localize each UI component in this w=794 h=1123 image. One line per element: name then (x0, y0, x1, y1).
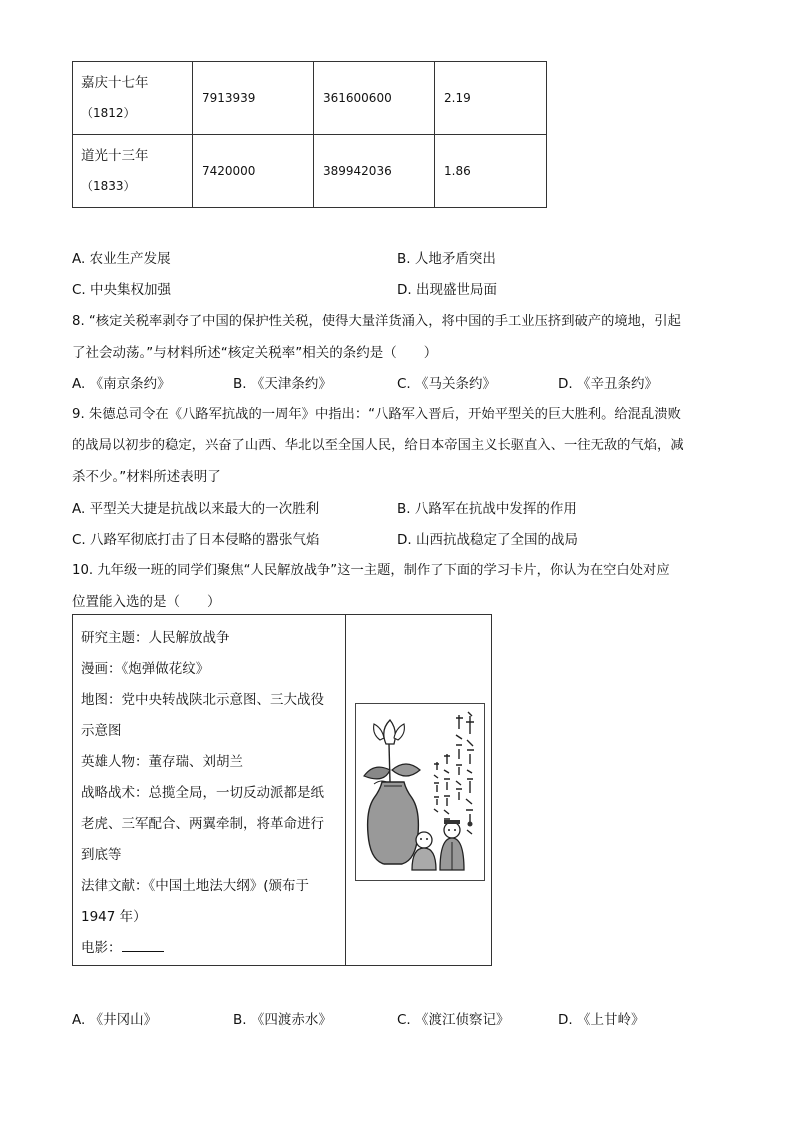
card-heroes: 英雄人物：董存瑞、刘胡兰 (81, 754, 243, 770)
card-cartoon: 漫画：《炮弹做花纹》 (81, 661, 210, 677)
era-label: 嘉庆十七年 (81, 75, 149, 91)
q9-option-b[interactable]: B. 八路军在抗战中发挥的作用 (397, 501, 577, 517)
card-map-line1: 地图：党中央转战陕北示意图、三大战役 (81, 692, 324, 708)
q8-option-b[interactable]: B. 《天津条约》 (233, 376, 332, 392)
q7-option-b[interactable]: B. 人地矛盾突出 (397, 251, 496, 267)
q9-stem-line3: 杀不少。”材料所述表明了 (72, 469, 221, 485)
card-film: 电影： (81, 940, 122, 956)
q10-option-a[interactable]: A. 《井冈山》 (72, 1012, 158, 1028)
q7-option-c[interactable]: C. 中央集权加强 (72, 282, 172, 298)
q7-option-d[interactable]: D. 出现盛世局面 (397, 282, 497, 298)
film-blank (122, 937, 164, 952)
card-strategy-line3: 到底等 (81, 847, 122, 863)
cartoon-illustration (356, 704, 484, 880)
table-cell-ratio: 1.86 (435, 135, 547, 208)
cartoon-image (355, 703, 485, 881)
card-law-line1: 法律文献：《中国土地法大纲》(颁布于 (81, 878, 310, 894)
table-cell-land: 7420000 (193, 135, 314, 208)
q9-stem-line1: 9. 朱德总司令在《八路军抗战的一周年》中指出：“八路军入晋后，开始平型关的巨大胜利。给混乱溃败 (72, 407, 681, 422)
table-cell-population: 361600600 (314, 62, 435, 135)
card-divider (345, 615, 346, 965)
card-text (81, 623, 341, 964)
data-table (72, 61, 547, 208)
era-label: 道光十三年 (81, 148, 149, 164)
q8-option-d[interactable]: D. 《辛丑条约》 (558, 376, 658, 392)
card-law-line2: 1947 年） (81, 909, 147, 925)
q9-stem-line2: 的战局以初步的稳定，兴奋了山西、华北以至全国人民，给日本帝国主义长驱直入、一往无敌的气焰，减 (72, 438, 684, 453)
year-label: （1812） (81, 106, 136, 120)
q10-option-c[interactable]: C. 《渡江侦察记》 (397, 1012, 510, 1028)
table-cell-land: 7913939 (193, 62, 314, 135)
card-strategy-line2: 老虎、三军配合、两翼牵制，将革命进行 (81, 816, 324, 832)
study-card (72, 614, 492, 966)
q10-option-d[interactable]: D. 《上甘岭》 (558, 1012, 645, 1028)
year-label: （1833） (81, 179, 136, 193)
q9-option-a[interactable]: A. 平型关大捷是抗战以来最大的一次胜利 (72, 501, 320, 517)
q7-option-a[interactable]: A. 农业生产发展 (72, 251, 171, 267)
q8-stem-line2: 了社会动荡。”与材料所述“核定关税率”相关的条约是（ ） (72, 345, 438, 361)
table-cell-population: 389942036 (314, 135, 435, 208)
card-topic: 研究主题：人民解放战争 (81, 630, 230, 646)
q9-option-d[interactable]: D. 山西抗战稳定了全国的战局 (397, 532, 578, 548)
q9-option-c[interactable]: C. 八路军彻底打击了日本侵略的嚣张气焰 (72, 532, 320, 548)
table-cell-ratio: 2.19 (435, 62, 547, 135)
q8-option-a[interactable]: A. 《南京条约》 (72, 376, 171, 392)
q10-stem-line2: 位置能入选的是（ ） (72, 594, 221, 610)
table-row (73, 135, 547, 208)
card-film-row (81, 933, 341, 964)
table-row (73, 62, 547, 135)
q10-stem-line1: 10. 九年级一班的同学们聚焦“人民解放战争”这一主题，制作了下面的学习卡片，你认为在空白处对应 (72, 563, 670, 578)
card-map-line2: 示意图 (81, 723, 122, 739)
q10-option-b[interactable]: B. 《四渡赤水》 (233, 1012, 332, 1028)
q8-option-c[interactable]: C. 《马关条约》 (397, 376, 497, 392)
table-cell-era (73, 135, 193, 208)
q8-stem-line1: 8. “核定关税率剥夺了中国的保护性关税，使得大量洋货涌入，将中国的手工业压挤到破产的境地，引起 (72, 314, 681, 329)
table-cell-era (73, 62, 193, 135)
card-strategy-line1: 战略战术：总揽全局，一切反动派都是纸 (81, 785, 324, 801)
